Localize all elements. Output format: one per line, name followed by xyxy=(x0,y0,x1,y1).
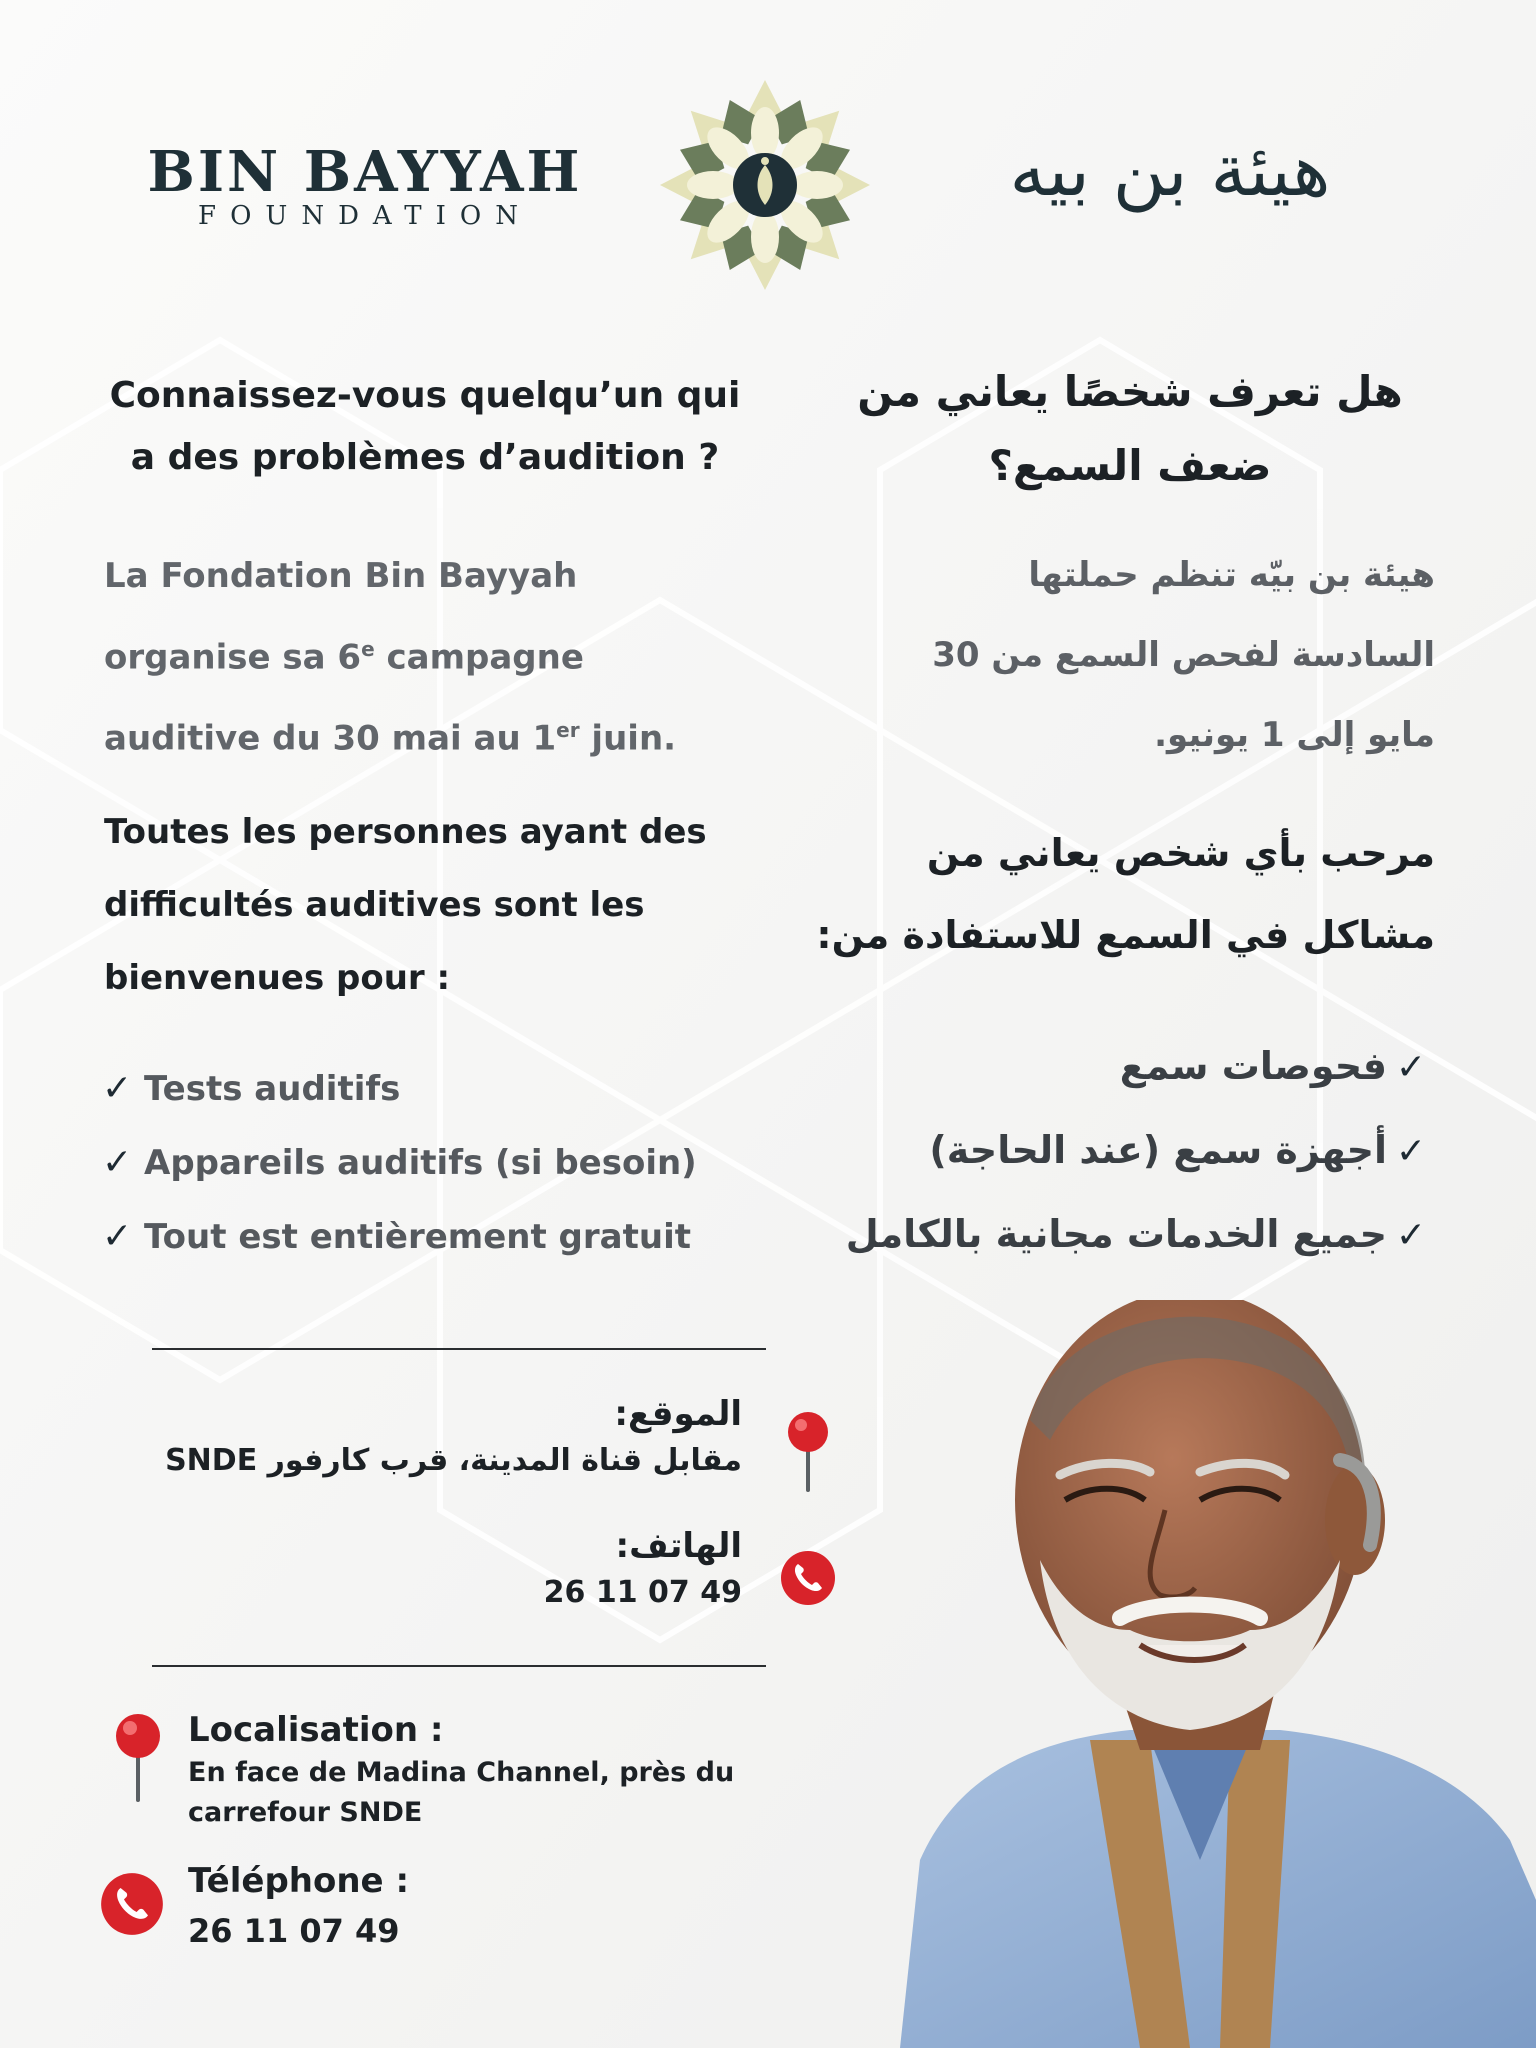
divider-top xyxy=(152,1348,766,1350)
fr-location-block xyxy=(188,1707,788,1833)
phone-icon xyxy=(100,1872,164,1936)
list-item: ✓أجهزة سمع (عند الحاجة) xyxy=(780,1109,1435,1193)
list-item: ✓جميع الخدمات مجانية بالكامل xyxy=(780,1193,1435,1277)
ar-benefits-list xyxy=(780,1025,1435,1277)
list-item: ✓فحوصات سمع xyxy=(780,1025,1435,1109)
list-item: ✓ Tout est entièrement gratuit xyxy=(102,1200,762,1274)
ar-phone-label: الهاتف: xyxy=(615,1526,742,1566)
fr-phone-value: 26 11 07 49 xyxy=(188,1912,400,1950)
brand-logo-text-en xyxy=(145,140,585,232)
ar-phone-value: 26 11 07 49 xyxy=(543,1575,742,1610)
brand-name-line1: BIN BAYYAH xyxy=(147,139,583,205)
fr-intro-line3: auditive du 30 mai au 1er juin. xyxy=(104,718,677,759)
fr-phone-block xyxy=(188,1858,788,1954)
pin-icon xyxy=(784,1410,832,1492)
divider-bottom xyxy=(152,1665,766,1667)
brand-logo-text-ar: هيئة بن بيه xyxy=(1009,128,1331,212)
fr-welcome-text: Toutes les personnes ayant des difficultés auditives sont les bienvenues pour : xyxy=(104,812,707,998)
fr-location-label: Localisation : xyxy=(188,1710,444,1750)
ar-headline-question: هل تعرف شخصًا يعاني من ضعف السمع؟ xyxy=(857,367,1403,490)
fr-campaign-intro xyxy=(104,540,724,776)
fr-location-value: En face de Madina Channel, près du carrefour SNDE xyxy=(188,1757,735,1828)
check-icon: ✓ xyxy=(1395,1131,1427,1172)
ar-campaign-intro: هيئة بن بيّه تنظم حملتها السادسة لفحص السمع من 30 مايو إلى 1 يونيو. xyxy=(932,555,1435,755)
pin-icon xyxy=(112,1712,164,1802)
fr-headline-question: Connaissez-vous quelqu’un qui a des problèmes d’audition ? xyxy=(109,375,741,478)
ar-location-block xyxy=(110,1390,742,1484)
list-item: ✓ Tests auditifs xyxy=(102,1052,762,1126)
fr-benefits-list xyxy=(102,1052,762,1274)
ar-phone-block xyxy=(110,1522,742,1616)
check-icon: ✓ xyxy=(1395,1215,1427,1256)
check-icon: ✓ xyxy=(1395,1047,1427,1088)
check-icon: ✓ xyxy=(102,1142,133,1183)
list-item: ✓ Appareils auditifs (si besoin) xyxy=(102,1126,762,1200)
ar-location-label: الموقع: xyxy=(614,1394,742,1434)
ar-welcome-text: مرحب بأي شخص يعاني من مشاكل في السمع للاستفادة من: xyxy=(816,831,1435,957)
fr-phone-label: Téléphone : xyxy=(188,1861,410,1901)
check-icon: ✓ xyxy=(102,1068,133,1109)
fr-intro-line1: La Fondation Bin Bayyah xyxy=(104,556,578,596)
fr-intro-line2: organise sa 6e campagne xyxy=(104,637,584,678)
elderly-man-hearing-aid-photo xyxy=(900,1300,1536,2048)
foundation-emblem-icon xyxy=(655,75,875,295)
ar-location-value: مقابل قناة المدينة، قرب كارفور SNDE xyxy=(165,1443,742,1478)
check-icon: ✓ xyxy=(102,1216,133,1257)
phone-icon xyxy=(780,1550,836,1606)
brand-name-line2: FOUNDATION xyxy=(198,201,532,231)
